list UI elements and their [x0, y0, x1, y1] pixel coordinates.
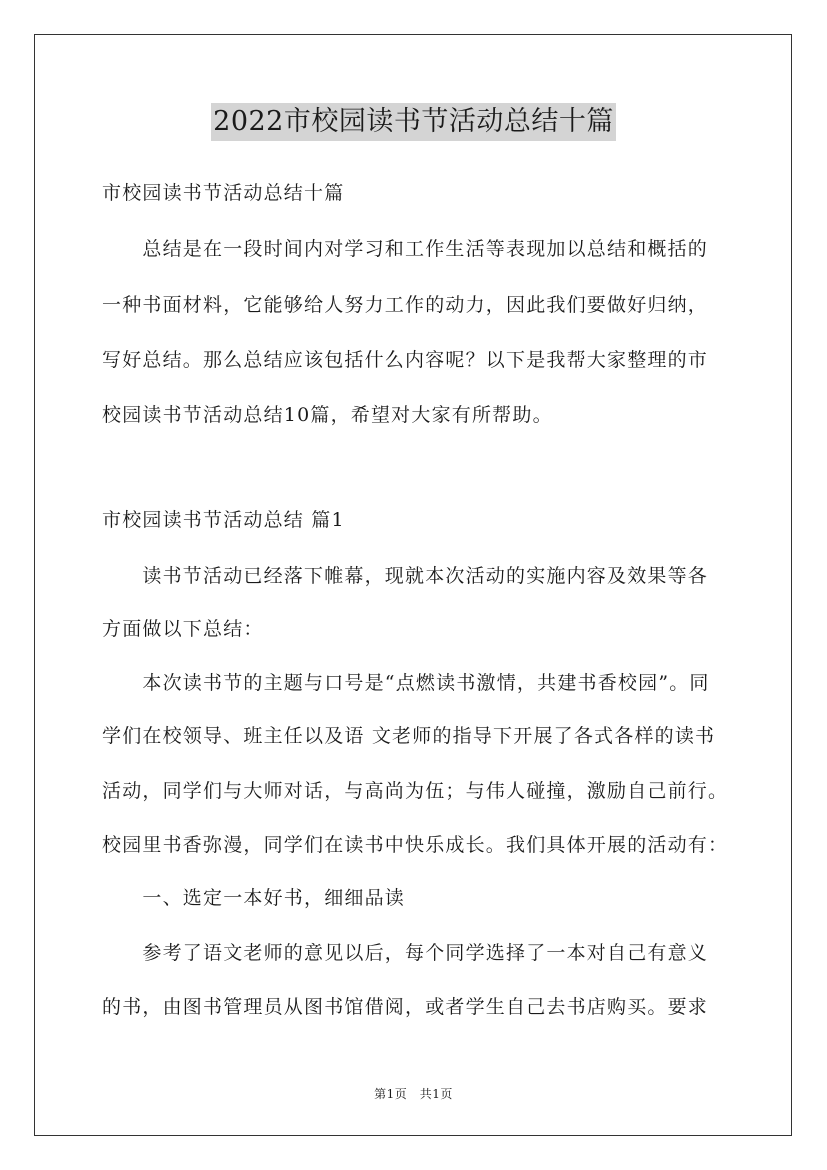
- text-line: 本次读书节的主题与口号是“点燃读书激情，共建书香校园”。同: [102, 672, 710, 694]
- page-footer: 第1页 共1页: [374, 1087, 453, 1101]
- text-line: 读书节活动已经落下帷幕，现就本次活动的实施内容及效果等各: [102, 565, 709, 587]
- document-title: 2022市校园读书节活动总结十篇: [211, 103, 616, 141]
- text-line: 总结是在一段时间内对学习和工作生活等表现加以总结和概括的: [102, 238, 709, 260]
- text-line: 的书，由图书管理员从图书馆借阅，或者学生自己去书店购买。要求: [102, 996, 709, 1018]
- list-heading: 一、选定一本好书，细细品读: [102, 887, 406, 909]
- text-line: 写好总结。那么总结应该包括什么内容呢？以下是我帮大家整理的市: [102, 349, 709, 371]
- text-line: 校园读书节活动总结10篇，希望对大家有所帮助。: [102, 404, 553, 426]
- text-line: 参考了语文老师的意见以后，每个同学选择了一本对自己有意义: [102, 942, 709, 964]
- text-line: 方面做以下总结：: [102, 618, 264, 640]
- text-line: 校园里书香弥漫，同学们在读书中快乐成长。我们具体开展的活动有：: [102, 834, 729, 856]
- section-heading: 市校园读书节活动总结 篇1: [102, 509, 345, 531]
- text-line: 一种书面材料，它能够给人努力工作的动力，因此我们要做好归纳，: [102, 294, 709, 316]
- text-line: 学们在校领导、班主任以及语 文老师的指导下开展了各式各样的读书: [102, 725, 716, 747]
- title-container: [0, 103, 827, 141]
- section-heading: 市校园读书节活动总结十篇: [102, 182, 345, 204]
- text-line: 活动，同学们与大师对话，与高尚为伍；与伟人碰撞，激励自己前行。: [102, 780, 729, 802]
